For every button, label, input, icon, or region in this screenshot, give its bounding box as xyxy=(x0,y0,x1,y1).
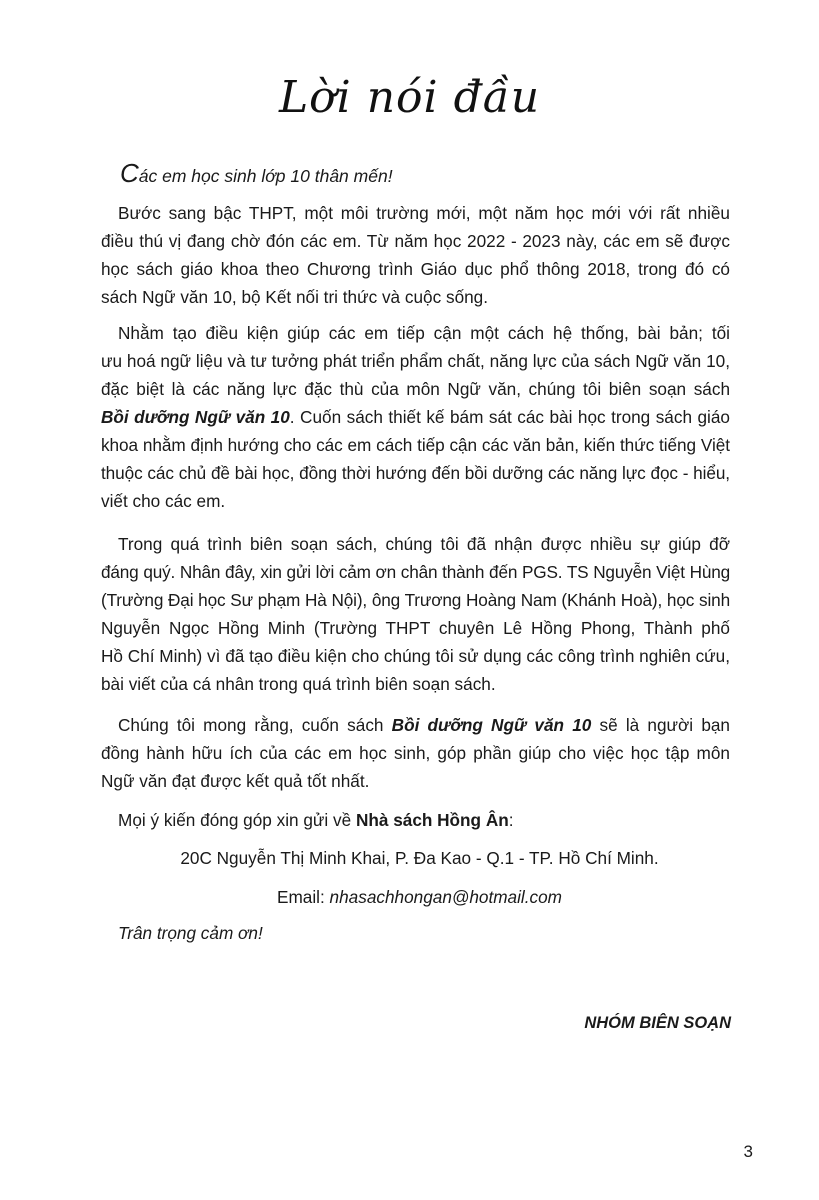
text-segment: sẽ là người bạn xyxy=(591,715,730,735)
contact-suffix: : xyxy=(508,810,514,830)
paragraph-line xyxy=(101,351,730,371)
text-segment: Trong quá trình biên soạn sách, chúng tôi đã nhận được nhiều sự giúp đỡ xyxy=(118,534,730,554)
paragraph-line xyxy=(101,646,730,666)
paragraph-line xyxy=(101,771,730,791)
paragraph-line xyxy=(101,379,730,399)
publisher-name: Nhà sách Hồng Ân xyxy=(355,810,509,830)
paragraph-line xyxy=(118,323,730,343)
text-segment: ưu hoá ngữ liệu và tư tưởng phát triển phẩm chất, năng lực của sách Ngữ văn 10, xyxy=(101,351,730,371)
paragraph-line xyxy=(118,715,730,735)
greeting xyxy=(120,158,393,189)
paragraph-line xyxy=(101,674,730,694)
signature: NHÓM BIÊN SOẠN xyxy=(584,1014,731,1032)
text-segment: Hồ Chí Minh) vì đã tạo điều kiện cho chúng tôi sử dụng các công trình nghiên cứu, xyxy=(101,646,730,666)
page-title: Lời nói đầu xyxy=(278,72,541,123)
greeting-text: ác em học sinh lớp 10 thân mến! xyxy=(138,166,393,186)
text-segment: thuộc các chủ đề bài học, đồng thời hướng đến bồi dưỡng các năng lực đọc - hiểu, xyxy=(101,463,730,483)
text-segment: (Trường Đại học Sư phạm Hà Nội), ông Trương Hoàng Nam (Khánh Hoà), học sinh xyxy=(101,590,730,610)
paragraph-line xyxy=(118,534,730,554)
text-segment: Chúng tôi mong rằng, cuốn sách xyxy=(118,715,392,735)
text-segment: khoa nhằm định hướng cho các em cách tiếp cận các văn bản, kiến thức tiếng Việt xyxy=(101,435,730,455)
email-link[interactable]: nhasachhongan@hotmail.com xyxy=(329,887,562,907)
paragraph-line xyxy=(101,590,730,610)
contact-prefix: Mọi ý kiến đóng góp xin gửi về xyxy=(118,810,356,830)
text-segment: Bước sang bậc THPT, một môi trường mới, một năm học mới với rất nhiều xyxy=(118,203,730,223)
address: 20C Nguyễn Thị Minh Khai, P. Đa Kao - Q.1 - TP. Hồ Chí Minh. xyxy=(180,848,659,868)
paragraph-line xyxy=(101,463,730,483)
paragraph-line xyxy=(101,259,730,279)
text-segment: . Cuốn sách thiết kế bám sát các bài học trong sách giáo xyxy=(289,407,730,427)
paragraph-line xyxy=(101,231,730,251)
text-segment: Ngữ văn đạt được kết quả tốt nhất. xyxy=(101,771,370,791)
text-segment: đặc biệt là các năng lực đặc thù của môn Ngữ văn, chúng tôi biên soạn sách xyxy=(101,379,730,399)
paragraph-line xyxy=(101,743,730,763)
paragraph-line xyxy=(118,203,730,223)
paragraph-line xyxy=(101,435,730,455)
text-segment: viết cho các em. xyxy=(101,491,226,511)
paragraph-line xyxy=(101,407,730,427)
paragraph-line xyxy=(101,618,730,638)
paragraph-line xyxy=(101,562,730,582)
book-title-emphasis: Bồi dưỡng Ngữ văn 10 xyxy=(391,715,592,735)
paragraph-line xyxy=(101,491,730,511)
contact-line xyxy=(118,810,747,830)
text-segment: học sách giáo khoa theo Chương trình Giáo dục phổ thông 2018, trong đó có xyxy=(101,259,730,279)
text-segment: đáng quý. Nhân đây, xin gửi lời cảm ơn chân thành đến PGS. TS Nguyễn Việt Hùng xyxy=(101,562,730,582)
text-segment: Nhằm tạo điều kiện giúp các em tiếp cận một cách hệ thống, bài bản; tối xyxy=(118,323,730,343)
page-number: 3 xyxy=(743,1142,753,1161)
paragraph-line xyxy=(101,287,730,307)
text-segment: đồng hành hữu ích của các em học sinh, góp phần giúp cho việc học tập môn xyxy=(101,743,730,763)
email-label: Email: xyxy=(277,887,330,907)
text-segment: sách Ngữ văn 10, bộ Kết nối tri thức và cuộc sống. xyxy=(101,287,489,307)
text-segment: điều thú vị đang chờ đón các em. Từ năm học 2022 - 2023 này, các em sẽ được xyxy=(101,231,730,251)
email-line xyxy=(10,887,819,908)
closing-thanks: Trân trọng cảm ơn! xyxy=(118,923,263,943)
book-title-emphasis: Bồi dưỡng Ngữ văn 10 xyxy=(101,407,290,427)
text-segment: Nguyễn Ngọc Hồng Minh (Trường THPT chuyên Lê Hồng Phong, Thành phố xyxy=(101,618,730,638)
text-segment: bài viết của cá nhân trong quá trình biên soạn sách. xyxy=(101,674,496,694)
greeting-initial: C xyxy=(120,158,139,188)
